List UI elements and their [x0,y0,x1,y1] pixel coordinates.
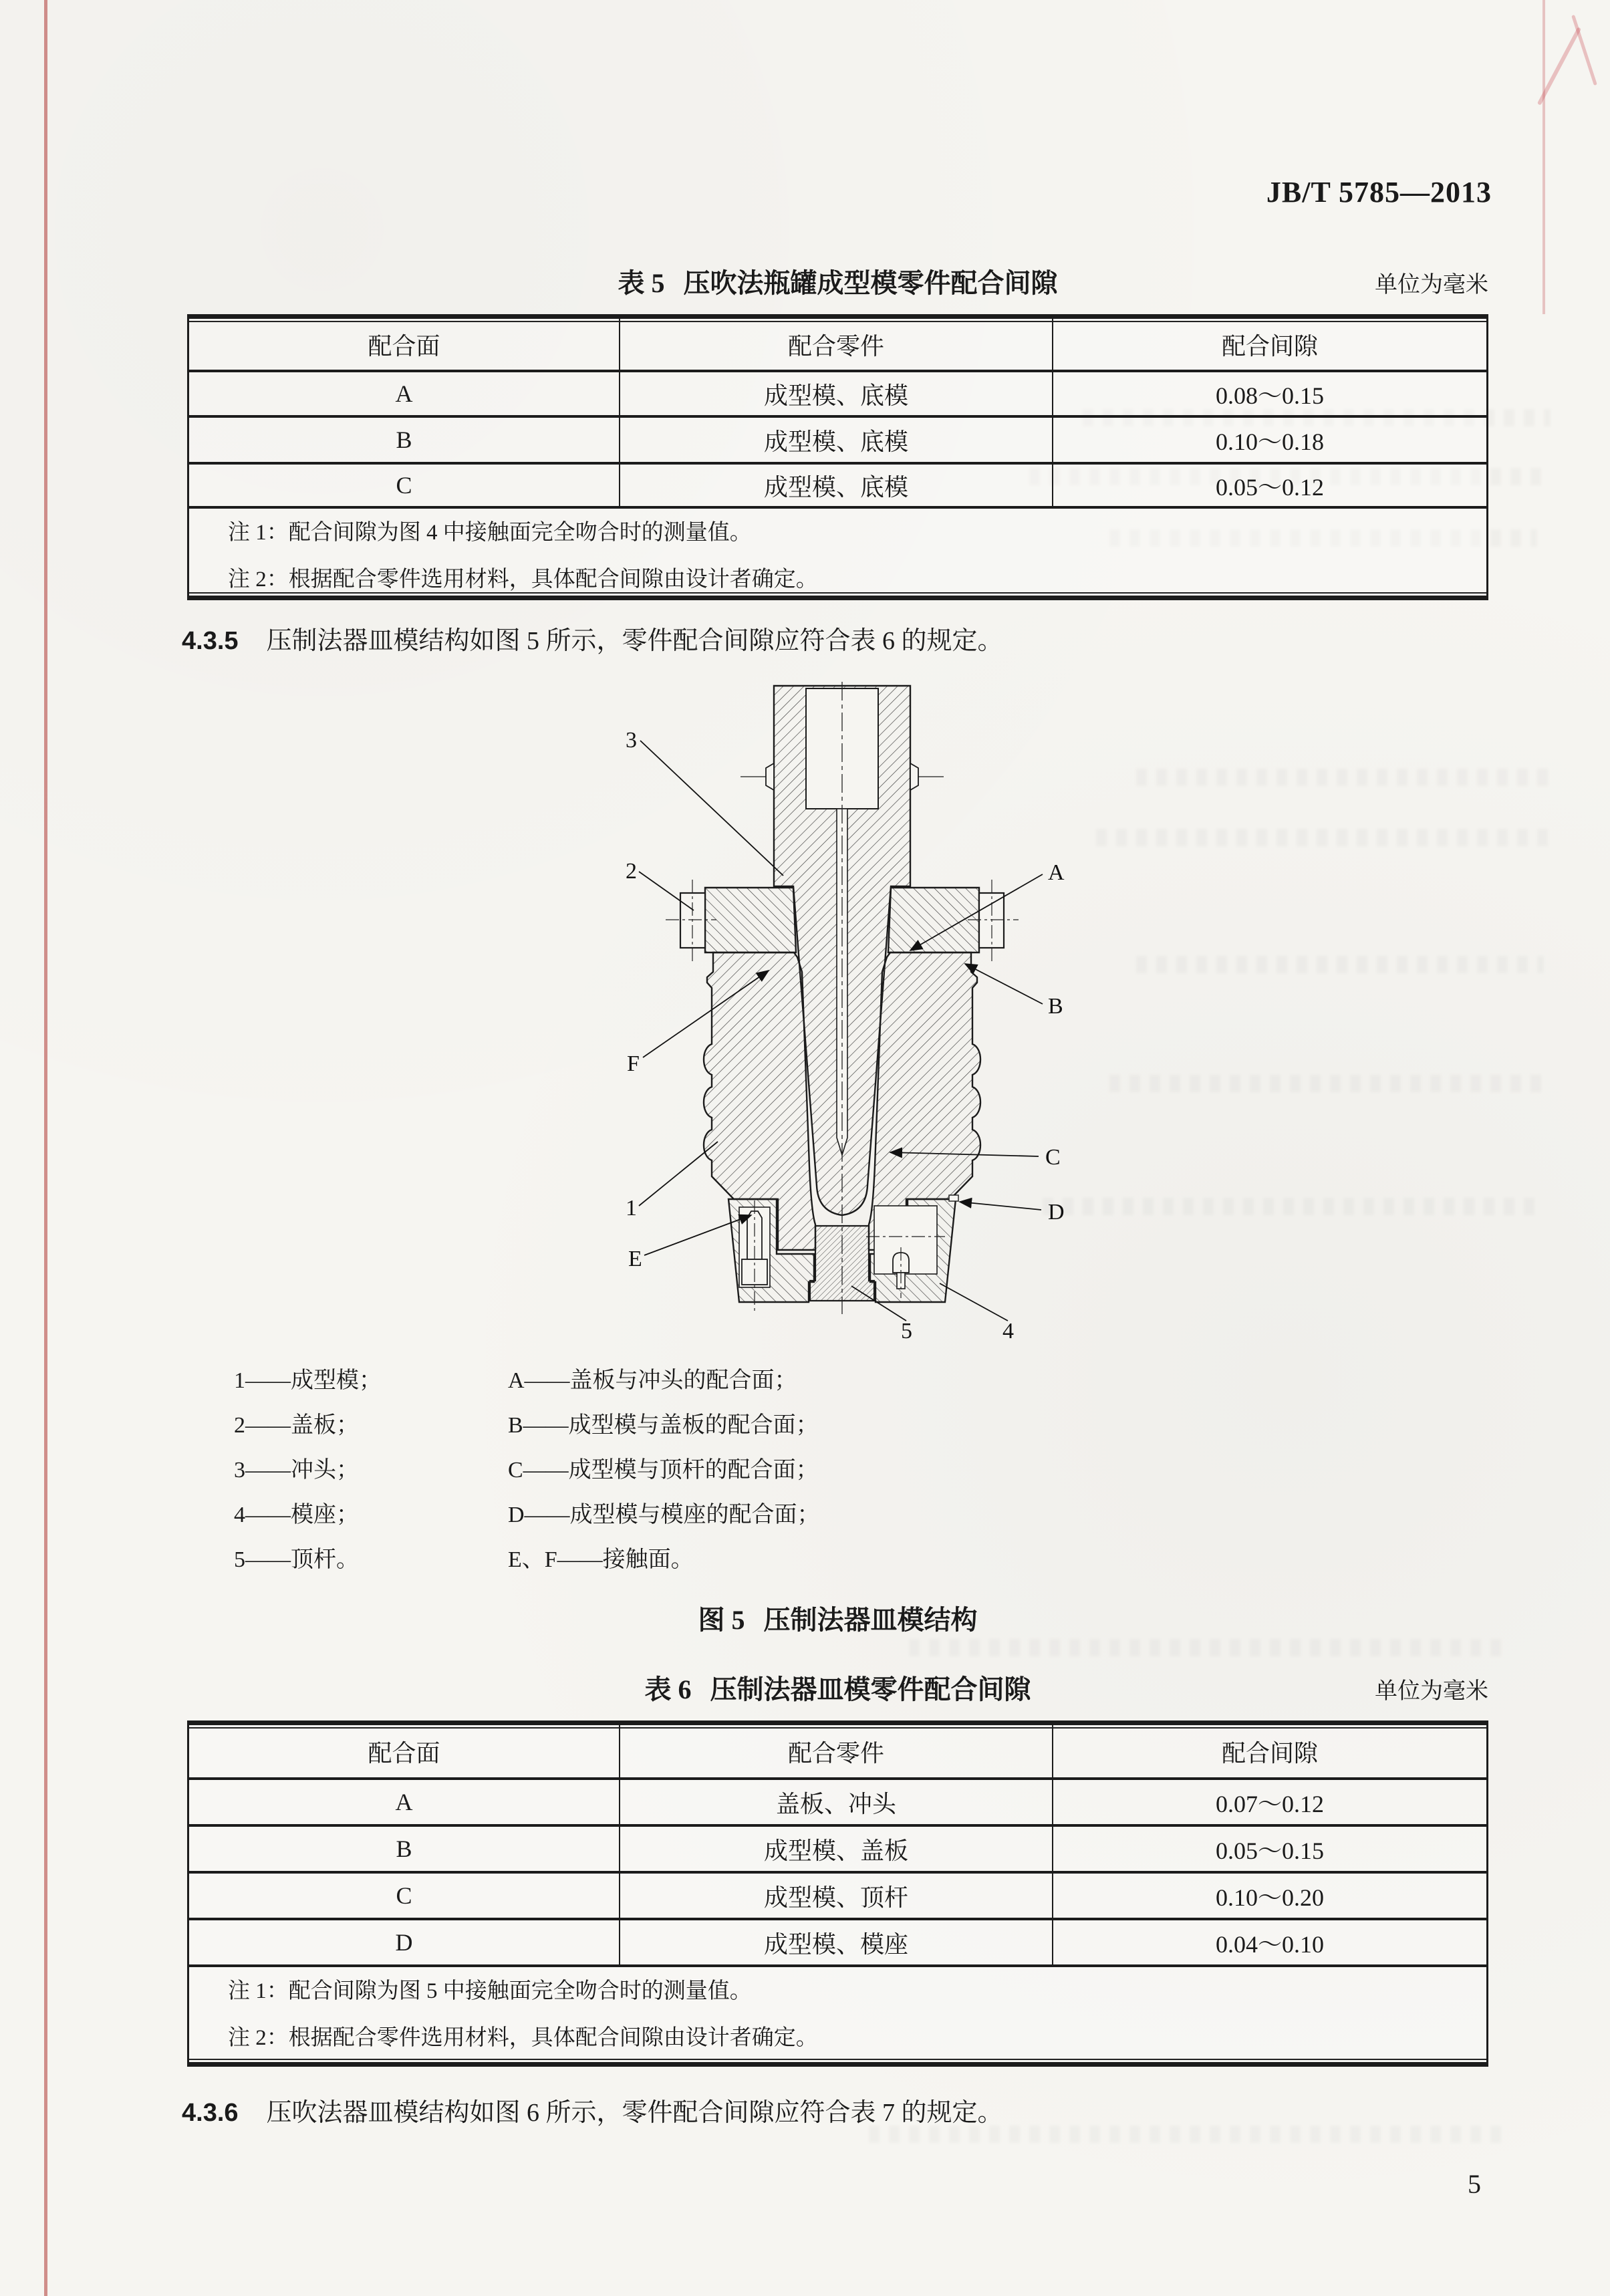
table-cell: D [189,1920,620,1964]
table-cell: 0.05～0.12 [1215,473,1324,501]
table-cell: 0.08～0.15 [1215,382,1324,409]
table5-col-header: 配合面 [189,319,620,370]
figure5-legend [234,1356,1236,1579]
table6-notes [189,1967,1486,2077]
clause-number: 4.3.6 [182,2099,239,2127]
part-label-2: 2 [626,859,637,884]
table6 [187,1720,1488,2067]
table6-col-header: 配合面 [189,1725,620,1777]
legend-item: 4——模座； [234,1503,359,1527]
table6-col-header: 配合间隙 [1221,1739,1318,1767]
legend-item: 2——盖板； [234,1413,359,1438]
table-cell: 0.10～0.20 [1215,1884,1324,1911]
table6-caption [187,1668,1488,1706]
table6-caption-text: 压制法器皿模零件配合间隙 [710,1674,1031,1704]
base-fit-notch-D [949,1195,958,1201]
table5-col-header: 配合零件 [620,319,1053,370]
table5-caption-row [187,262,1488,298]
clause-4-3-6 [182,2096,1492,2130]
table-cell: 0.05～0.15 [1215,1837,1324,1864]
table6-row [189,1780,1486,1827]
page-number: 5 [1468,2169,1481,2199]
mold-cross-section-drawing [601,680,1083,1349]
scan-red-mark [1571,15,1597,86]
table6-caption-label: 表 6 [644,1674,692,1704]
table5 [187,314,1488,600]
table5-caption-text: 压吹法瓶罐成型模零件配合间隙 [683,268,1058,298]
table-cell: B [189,418,620,462]
clause-4-3-5 [182,624,1492,658]
table-cell: B [189,1827,620,1871]
scan-red-edge-line [1542,0,1545,314]
legend-item: 1——成型模； [234,1368,382,1393]
table5-caption [187,262,1488,300]
table-cell: 成型模、顶杆 [620,1874,1053,1918]
table6-unit-label: 单位为毫米 [1375,1679,1488,1704]
table5-row [189,465,1486,509]
table6-row [189,1920,1486,1967]
part-label-5: 5 [901,1319,912,1344]
table5-col-header: 配合间隙 [1221,332,1318,360]
table-cell: A [189,1780,620,1824]
figure5-caption-text: 压制法器皿模结构 [763,1605,978,1635]
legend-item: E、F——接触面。 [508,1547,694,1572]
table-cell: 盖板、冲头 [620,1780,1053,1824]
table-note: 注 1：配合间隙为图 5 中接触面完全吻合时的测量值。 [228,1979,752,2003]
cover-plate-right [888,888,979,952]
side-screw-right [910,763,918,790]
surface-label-C: C [1045,1145,1061,1170]
table-cell: 0.04～0.10 [1215,1930,1324,1958]
surface-label-B: B [1048,994,1063,1019]
table6-row [189,1874,1486,1920]
legend-item: B——成型模与盖板的配合面； [508,1413,819,1438]
table-cell: C [189,1874,620,1918]
part-label-3: 3 [626,728,637,753]
table5-row [189,372,1486,418]
surface-label-E: E [628,1247,642,1271]
document-number-header: JB/T 5785—2013 [1266,176,1492,209]
legend-item: D——成型模与模座的配合面； [508,1503,820,1527]
table-cell: 成型模、底模 [620,418,1053,462]
table-cell: 成型模、模座 [620,1920,1053,1964]
side-screw-left [766,763,774,790]
table5-unit-label: 单位为毫米 [1375,273,1488,297]
table-note: 注 1：配合间隙为图 4 中接触面完全吻合时的测量值。 [228,521,752,545]
table-note: 注 2：根据配合零件选用材料，具体配合间隙由设计者确定。 [228,567,818,592]
table6-row [189,1827,1486,1874]
clause-text: 压制法器皿模结构如图 5 所示，零件配合间隙应符合表 6 的规定。 [266,627,1003,655]
figure5-drawing [601,680,1083,1349]
table-cell: 成型模、底模 [620,372,1053,415]
scan-red-margin-line [44,0,47,2296]
table5-caption-label: 表 5 [618,268,665,298]
table5-notes [189,509,1486,618]
table-cell: C [189,465,620,506]
table5-row [189,418,1486,465]
table-cell: A [189,372,620,415]
legend-item: A——盖板与冲头的配合面； [508,1368,797,1393]
part-label-4: 4 [1002,1319,1014,1344]
surface-label-A: A [1048,860,1065,885]
clause-number: 4.3.5 [182,627,239,655]
surface-label-D: D [1048,1200,1065,1225]
surface-label-F: F [627,1051,640,1076]
table6-caption-row [187,1668,1488,1704]
legend-item: 5——顶杆。 [234,1547,359,1572]
table6-col-header: 配合零件 [620,1725,1053,1777]
table-cell: 0.10～0.18 [1215,428,1324,455]
clause-text: 压吹法器皿模结构如图 6 所示，零件配合间隙应符合表 7 的规定。 [266,2099,1003,2127]
legend-item: C——成型模与顶杆的配合面； [508,1458,819,1483]
table-cell: 0.07～0.12 [1215,1790,1324,1817]
legend-item: 3——冲头； [234,1458,359,1483]
table-cell: 成型模、盖板 [620,1827,1053,1871]
figure5-caption-label: 图 5 [698,1605,745,1635]
table-cell: 成型模、底模 [620,465,1053,506]
figure5-caption [187,1599,1488,1637]
cover-plate-left [705,888,796,952]
part-label-1: 1 [626,1196,637,1221]
table-note: 注 2：根据配合零件选用材料，具体配合间隙由设计者确定。 [228,2026,818,2050]
